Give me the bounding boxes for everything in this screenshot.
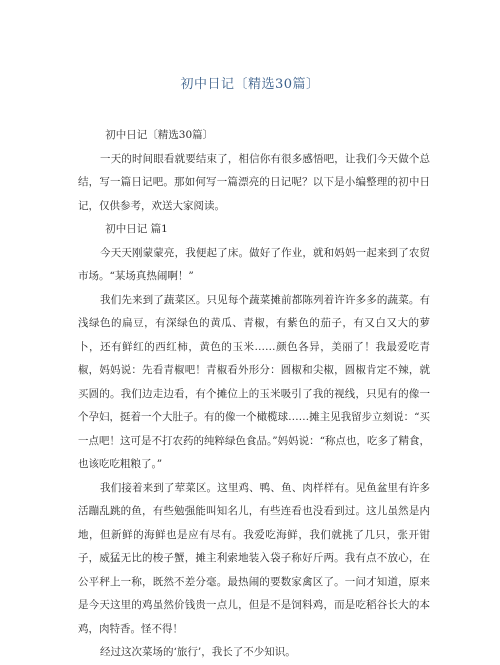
body-paragraph: 我们先来到了蔬菜区。只见每个蔬菜摊前都陈列着许许多多的蔬菜。有浅绿色的扁豆，有深绿色的黄瓜、青椒，有紫色的茄子，有又白又大的萝卜，还有鲜红的西红柿，黄色的玉米……颜色各异，美丽了！我最爱吃青椒，妈妈说：先看青椒吧！青椒看外形分：圆椒和尖椒，圆椒肯定不辣，就买圆的。我们边走边看，有个摊位上的玉米吸引了我的视线，只见有的像一个孕妇，挺着一个大肚子。有的像一个橄榄球……摊主见我留步立刻说：“买一点吧！这可是不打农药的纯粹绿色食品。”妈妈说：“称点也，吃多了精食，也该吃吃粗粮了。” — [78, 293, 430, 470]
document-title: 初中日记〔精选30篇〕 — [180, 77, 320, 92]
body-paragraph: 经过这次菜场的‘旅行’，我长了不少知识。 — [100, 646, 296, 658]
body-paragraph: 我们接着来到了荤菜区。这里鸡、鸭、鱼、肉样样有。见鱼盆里有许多活蹦乱跳的鱼，有些勉强能叫知名儿，有些连看也没看到过。这儿虽然是内地，但新鲜的海鲜也是应有尽有。我爱吃海鲜，我们就挑了几只，张开钳子，威猛无比的梭子蟹，摊主利索地装入袋子称好斤两。我有点不放心，在公平秤上一称，既然不差分毫。最热闹的要数家禽区了。一问才知道，原来是今天这里的鸡虽然价钱贵一点儿，但是不是饲料鸡，而是吃稻谷长大的本鸡，肉特香。怪不得！ — [78, 481, 430, 635]
body-paragraph: 今天天刚蒙蒙亮，我便起了床。做好了作业，就和妈妈一起来到了农贸市场。“某场真热闹啊！” — [78, 246, 430, 282]
section-heading: 初中日记 篇1 — [105, 223, 168, 235]
document-subtitle: 初中日记〔精选30篇〕 — [105, 129, 214, 141]
intro-paragraph: 一天的时间眼看就要结束了，相信你有很多感悟吧，让我们今天做个总结，写一篇日记吧。那如何写一篇漂亮的日记呢？以下是小编整理的初中日记，仅供参考，欢送大家阅读。 — [78, 152, 430, 212]
document-body — [78, 124, 430, 665]
